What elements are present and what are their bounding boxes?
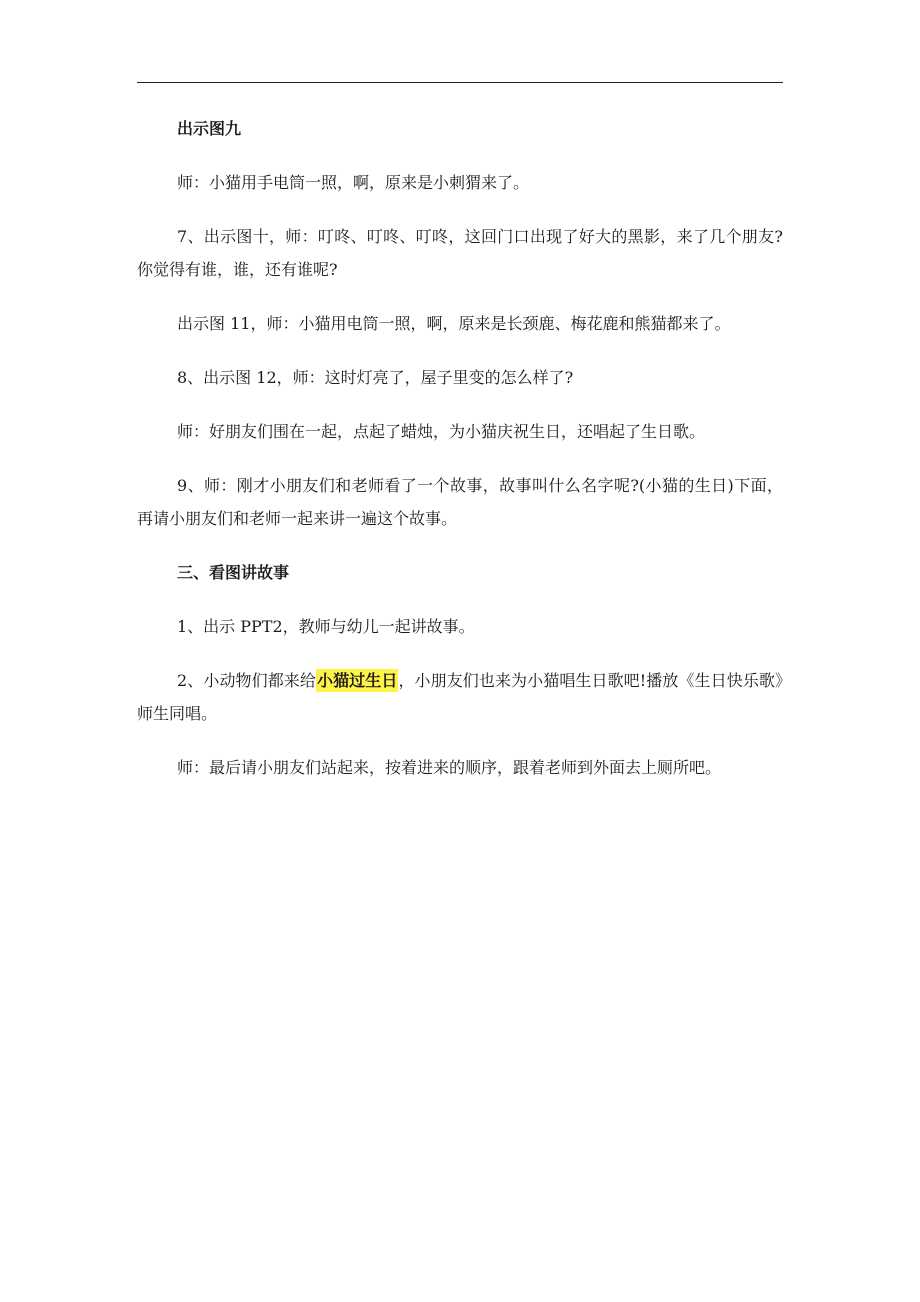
section-heading-story: 三、看图讲故事 (177, 563, 290, 582)
text-before: 2、小动物们都来给 (177, 671, 316, 690)
paragraph: 1、出示 PPT2，教师与幼儿一起讲故事。 (177, 617, 475, 636)
paragraph: 师：最后请小朋友们站起来，按着进来的顺序，跟着老师到外面去上厕所吧。 (177, 758, 722, 777)
paragraph: 9、师：刚才小朋友们和老师看了一个故事，故事叫什么名字呢?(小猫的生日)下面，再请小朋友们和老师一起来讲一遍这个故事。 (137, 476, 783, 528)
paragraph-highlighted (137, 664, 783, 730)
section-heading-figure-9: 出示图九 (177, 119, 242, 138)
paragraph: 师：好朋友们围在一起，点起了蜡烛，为小猫庆祝生日，还唱起了生日歌。 (177, 422, 706, 441)
document-body (137, 112, 783, 784)
highlighted-text: 小猫过生日 (316, 671, 398, 690)
paragraph: 7、出示图十，师：叮咚、叮咚、叮咚，这回门口出现了好大的黑影，来了几个朋友?你觉得有谁，谁，还有谁呢? (137, 227, 783, 279)
paragraph: 8、出示图 12，师：这时灯亮了，屋子里变的怎么样了? (177, 368, 574, 387)
header-rule (137, 82, 783, 83)
paragraph: 出示图 11，师：小猫用电筒一照，啊，原来是长颈鹿、梅花鹿和熊猫都来了。 (177, 314, 731, 333)
text-after: ，小朋友们也来为小猫唱生日歌吧!播放《生日快乐歌》师生同唱。 (137, 671, 783, 723)
paragraph: 师：小猫用手电筒一照，啊，原来是小刺猬来了。 (177, 173, 530, 192)
